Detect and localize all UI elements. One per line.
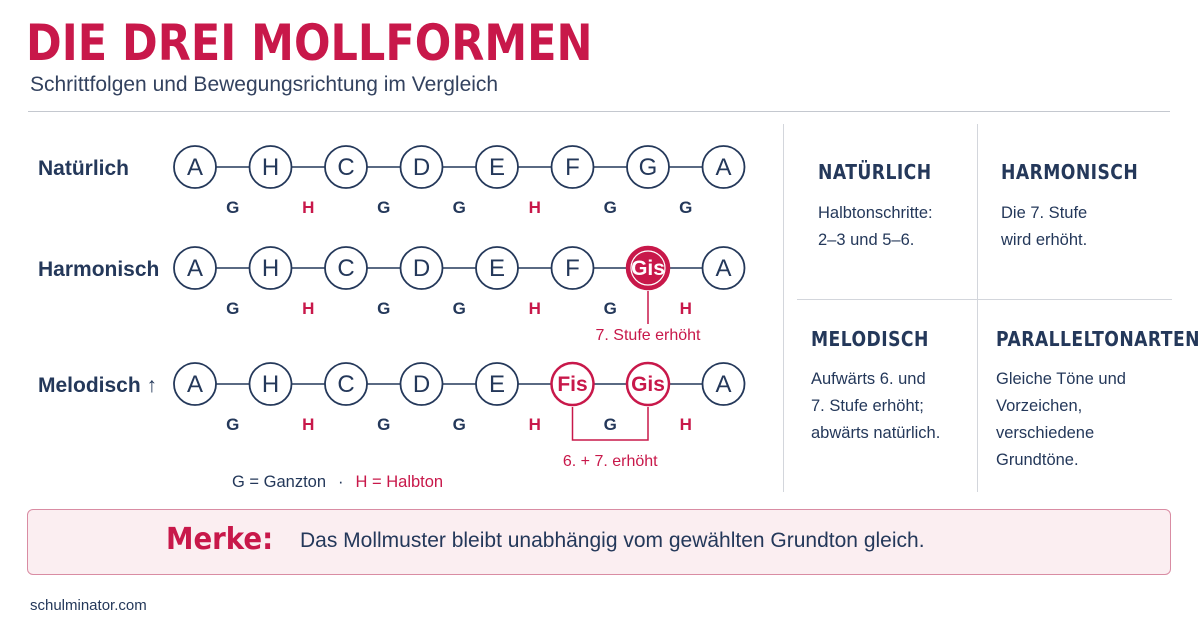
step-label: G [679,198,693,217]
footer-source: schulminator.com [30,597,147,614]
note-label: H [261,255,280,282]
step-label: H [302,299,315,318]
step-label: H [302,415,315,434]
note-label: C [337,154,355,181]
note-label: H [261,371,280,398]
step-label: G [377,415,391,434]
card-heading: MELODISCH [811,327,929,351]
scale-row-label: Natürlich [38,157,130,180]
note-label: D [412,255,431,282]
note-label: D [412,371,431,398]
step-label: G [377,198,391,217]
note-label: E [488,371,506,398]
step-label: G [377,299,391,318]
note-label: G [638,154,658,181]
legend-separator: · [338,473,344,491]
note-label: H [261,154,280,181]
step-label: H [302,198,315,217]
page-subtitle: Schrittfolgen und Bewegungsrichtung im Vergleich [30,73,499,96]
note-label: Gis [631,373,665,396]
step-label: H [528,299,541,318]
note-label: A [186,371,204,398]
step-label: G [452,198,466,217]
scale-annotation: 6. + 7. erhöht [562,453,658,470]
card-heading: PARALLELTONARTEN [996,327,1200,351]
card-text: Aufwärts 6. und 7. Stufe erhöht; abwärts natürlich. [811,370,941,442]
merke-text: Das Mollmuster bleibt unabhängig vom gewählten Grundton gleich. [300,529,925,552]
note-label: E [488,154,506,181]
page-title: DIE DREI MOLLFORMEN [26,14,593,72]
step-label: G [226,299,240,318]
grid-divider-left [783,124,784,492]
scales-diagram [0,0,780,470]
note-label: A [186,255,204,282]
legend-ganzton: G = Ganzton [232,473,327,491]
note-label: A [186,154,204,181]
step-label: H [528,198,541,217]
note-label: E [488,255,506,282]
step-label: G [452,299,466,318]
legend-halbton: H = Halbton [355,473,444,491]
step-label: G [226,198,240,217]
note-label: A [715,154,732,181]
note-label: F [565,154,580,181]
step-label: G [226,415,240,434]
card-text: Gleiche Töne und Vorzeichen, verschiedene Grundtöne. [996,370,1126,469]
grid-divider-middle [977,124,978,492]
step-label: H [679,299,692,318]
step-legend [232,473,443,492]
note-label: C [337,255,355,282]
grid-divider-horizontal [797,299,1172,300]
merke-label: Merke: [166,522,274,557]
note-label: Gis [631,257,665,280]
note-label: D [412,154,431,181]
scale-row-label: Melodisch ↑ [38,374,158,397]
note-label: F [565,255,580,282]
card-heading: HARMONISCH [1001,160,1139,184]
step-label: G [603,299,617,318]
scale-row-label: Harmonisch [38,258,160,281]
scale-annotation: 7. Stufe erhöht [595,327,701,344]
note-label: Fis [557,373,588,396]
step-label: G [603,415,617,434]
note-label: A [715,255,732,282]
merke-panel [27,509,1171,575]
note-label: C [337,371,355,398]
card-text: Die 7. Stufe wird erhöht. [1001,204,1088,249]
card-heading: NATÜRLICH [818,160,932,184]
step-label: H [679,415,692,434]
step-label: G [452,415,466,434]
card-text: Halbtonschritte: 2–3 und 5–6. [818,204,933,249]
step-label: G [603,198,617,217]
step-label: H [528,415,541,434]
note-label: A [715,371,732,398]
